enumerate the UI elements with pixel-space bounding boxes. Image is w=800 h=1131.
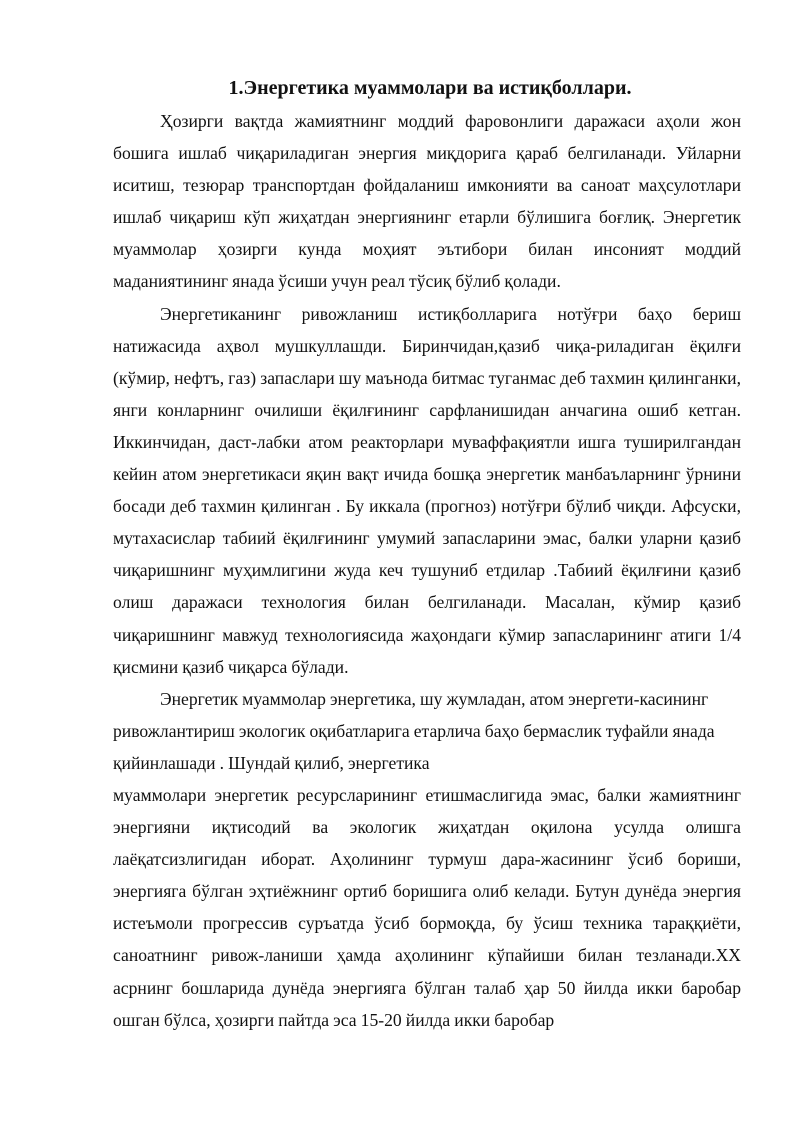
paragraph-1: Ҳозирги вақтда жамиятнинг моддий фаровонлиги даражаси аҳоли жон бошига ишлаб чиқариладиган энергия миқдорига қараб белгиланади. Уйларни иситиш, тезюрар транспортдан фойдаланиш имконияти ва саноат маҳсулотлари ишлаб чиқариш кўп жиҳатдан энергиянинг етарли бўлишига боғлиқ. Энергетик муаммолар ҳозирги кунда моҳият эътибори билан инсоният моддий маданиятининг янада ўсиши учун реал тўсиқ бўлиб қолади. — [113, 111, 741, 292]
paragraph-2: Энергетиканинг ривожланиш истиқболларига нотўғри баҳо бериш натижасида аҳвол мушкуллашди. Биринчидан,қазиб чиқа-риладиган ёқилғи (кўмир, нефтъ, газ) запаслари шу маънода битмас туганмас деб тахмин қилинганки, янги конларнинг очилиши ёқилғининг сарфланишидан анчагина ошиб кетган. Иккинчидан, даст-лабки атом реакторлари муваффақиятли ишга туширилгандан кейин атом энергетикаси яқин вақт ичида бошқа энергетик манбаъларнинг ўрнини босади деб тахмин қилинган . Бу иккала (прогноз) нотўғри бўлиб чиқди. Афсуски, мутахасислар табиий ёқилғининг умумий запасларини эмас, балки уларни қазиб чиқаришнинг муҳимлигини жуда кеч тушуниб етдилар .Табиий ёқилғини қазиб олиш даражаси технология билан белгиланади. Масалан, кўмир қазиб чиқаришнинг мавжуд технологиясида жаҳондаги кўмир запасларининг атиги 1/4 қисмини қазиб чиқарса бўлади. — [113, 303, 741, 677]
document-page — [113, 72, 741, 1036]
document-title: 1.Энергетика муаммолари ва истиқболлари. — [228, 77, 632, 99]
paragraph-3: Энергетик муаммолар энергетика, шу жумладан, атом энергети-касининг ривожлантириш экологик оқибатларига етарлича баҳо бермаслик туфайли янада қийинлашади . Шундай қилиб, энергетика — [113, 688, 715, 773]
paragraph-4: муаммолари энергетик ресурсларининг етишмаслигида эмас, балки жамиятнинг энергияни иқтисодий ва экологик жиҳатдан оқилона усулда олишга лаёқатсизлигидан иборат. Аҳолининг турмуш дара-жасининг ўсиб бориши, энергияга бўлган эҳтиёжнинг ортиб боришига олиб келади. Бутун дунёда энергия истеъмоли прогрессив суръатда ўсиб бормоқда, бу ўсиш техника тараққиёти, саноатнинг ривож-ланиши ҳамда аҳолининг кўпайиши билан тезланади.XX асрнинг бошларида дунёда энергияга бўлган талаб ҳар 50 йилда икки баробар ошган бўлса, ҳозирги пайтда эса 15-20 йилда икки баробар — [113, 784, 741, 1030]
